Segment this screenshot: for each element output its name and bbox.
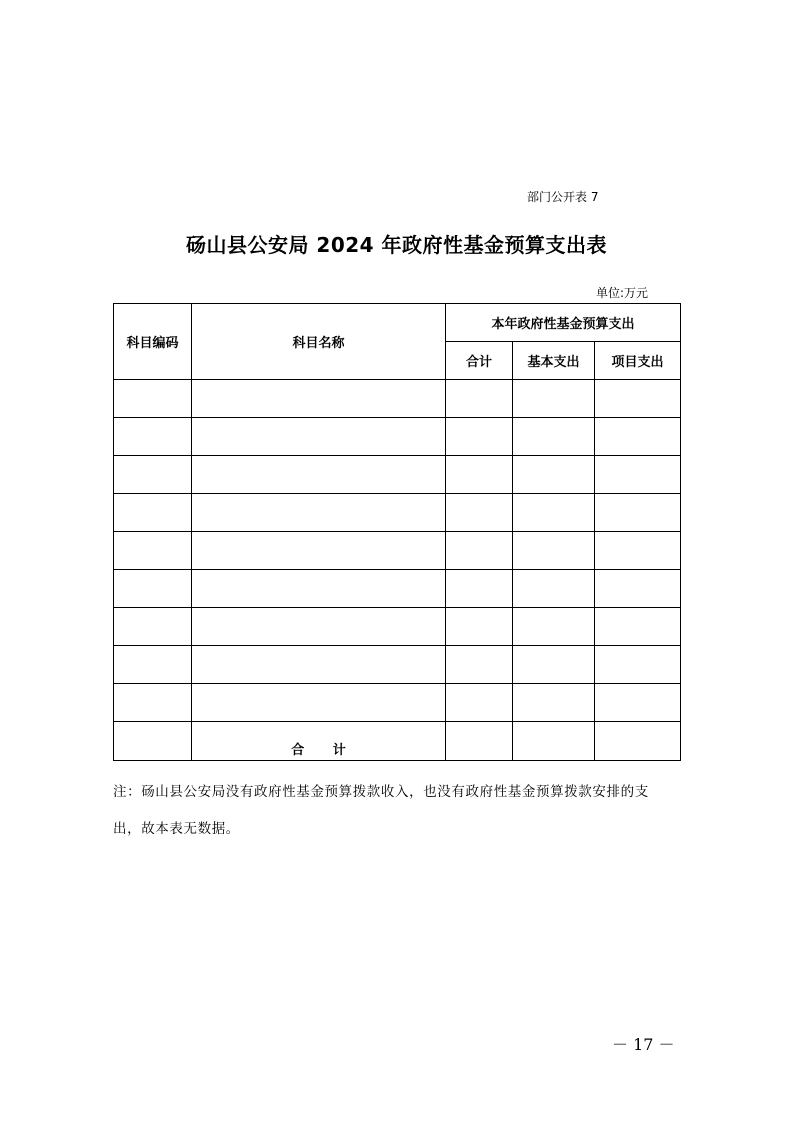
table-cell bbox=[513, 456, 595, 494]
table-cell bbox=[595, 456, 681, 494]
table-cell bbox=[595, 494, 681, 532]
table-cell bbox=[446, 494, 513, 532]
note-text: 注：砀山县公安局没有政府性基金预算拨款收入，也没有政府性基金预算拨款安排的支出，故本表无数据。 bbox=[113, 784, 649, 837]
table-cell bbox=[114, 494, 192, 532]
table-cell bbox=[513, 608, 595, 646]
table-cell bbox=[595, 722, 681, 761]
table-cell bbox=[192, 456, 446, 494]
table-cell bbox=[513, 380, 595, 418]
table-cell bbox=[513, 494, 595, 532]
table-row bbox=[114, 570, 681, 608]
header-code: 科目编码 bbox=[114, 304, 192, 380]
table-cell bbox=[114, 722, 192, 761]
total-label: 合 计 bbox=[192, 722, 446, 761]
table-cell bbox=[513, 418, 595, 456]
table-cell bbox=[114, 570, 192, 608]
table-cell bbox=[595, 684, 681, 722]
table-cell bbox=[114, 646, 192, 684]
table-cell bbox=[513, 684, 595, 722]
table-row bbox=[114, 532, 681, 570]
table-row bbox=[114, 646, 681, 684]
table-row bbox=[114, 494, 681, 532]
table-cell bbox=[595, 418, 681, 456]
table-cell bbox=[513, 722, 595, 761]
total-row bbox=[114, 722, 681, 761]
table-cell bbox=[446, 722, 513, 761]
table-cell bbox=[192, 494, 446, 532]
table-cell bbox=[595, 608, 681, 646]
header-name: 科目名称 bbox=[192, 304, 446, 380]
table-cell bbox=[114, 532, 192, 570]
table-cell bbox=[595, 532, 681, 570]
table-cell bbox=[446, 608, 513, 646]
page-title: 砀山县公安局 2024 年政府性基金预算支出表 bbox=[185, 233, 608, 257]
table-cell bbox=[192, 418, 446, 456]
table-cell bbox=[192, 608, 446, 646]
table-cell bbox=[114, 684, 192, 722]
table-cell bbox=[192, 380, 446, 418]
budget-table bbox=[113, 303, 681, 761]
table-cell bbox=[513, 532, 595, 570]
header-basic: 基本支出 bbox=[513, 342, 595, 380]
table-row bbox=[114, 418, 681, 456]
table-row bbox=[114, 456, 681, 494]
table-cell bbox=[595, 646, 681, 684]
table-cell bbox=[513, 646, 595, 684]
header-total: 合计 bbox=[446, 342, 513, 380]
table-cell bbox=[446, 646, 513, 684]
table-cell bbox=[446, 570, 513, 608]
table-cell bbox=[446, 456, 513, 494]
header-project: 项目支出 bbox=[595, 342, 681, 380]
table-cell bbox=[595, 380, 681, 418]
table-cell bbox=[192, 646, 446, 684]
table-cell bbox=[446, 532, 513, 570]
page-number: － 17 － bbox=[612, 1035, 675, 1054]
table-cell bbox=[595, 570, 681, 608]
table-row bbox=[114, 684, 681, 722]
unit-label: 单位:万元 bbox=[596, 286, 649, 300]
form-label: 部门公开表 7 bbox=[527, 190, 599, 204]
table-cell bbox=[114, 608, 192, 646]
table-cell bbox=[192, 684, 446, 722]
table-cell bbox=[446, 380, 513, 418]
table-row bbox=[114, 608, 681, 646]
table-cell bbox=[446, 418, 513, 456]
table-cell bbox=[513, 570, 595, 608]
table-cell bbox=[192, 570, 446, 608]
table-cell bbox=[114, 456, 192, 494]
table-cell bbox=[114, 418, 192, 456]
table-cell bbox=[446, 684, 513, 722]
table-row bbox=[114, 380, 681, 418]
header-group: 本年政府性基金预算支出 bbox=[446, 304, 681, 342]
table-cell bbox=[114, 380, 192, 418]
table-cell bbox=[192, 532, 446, 570]
